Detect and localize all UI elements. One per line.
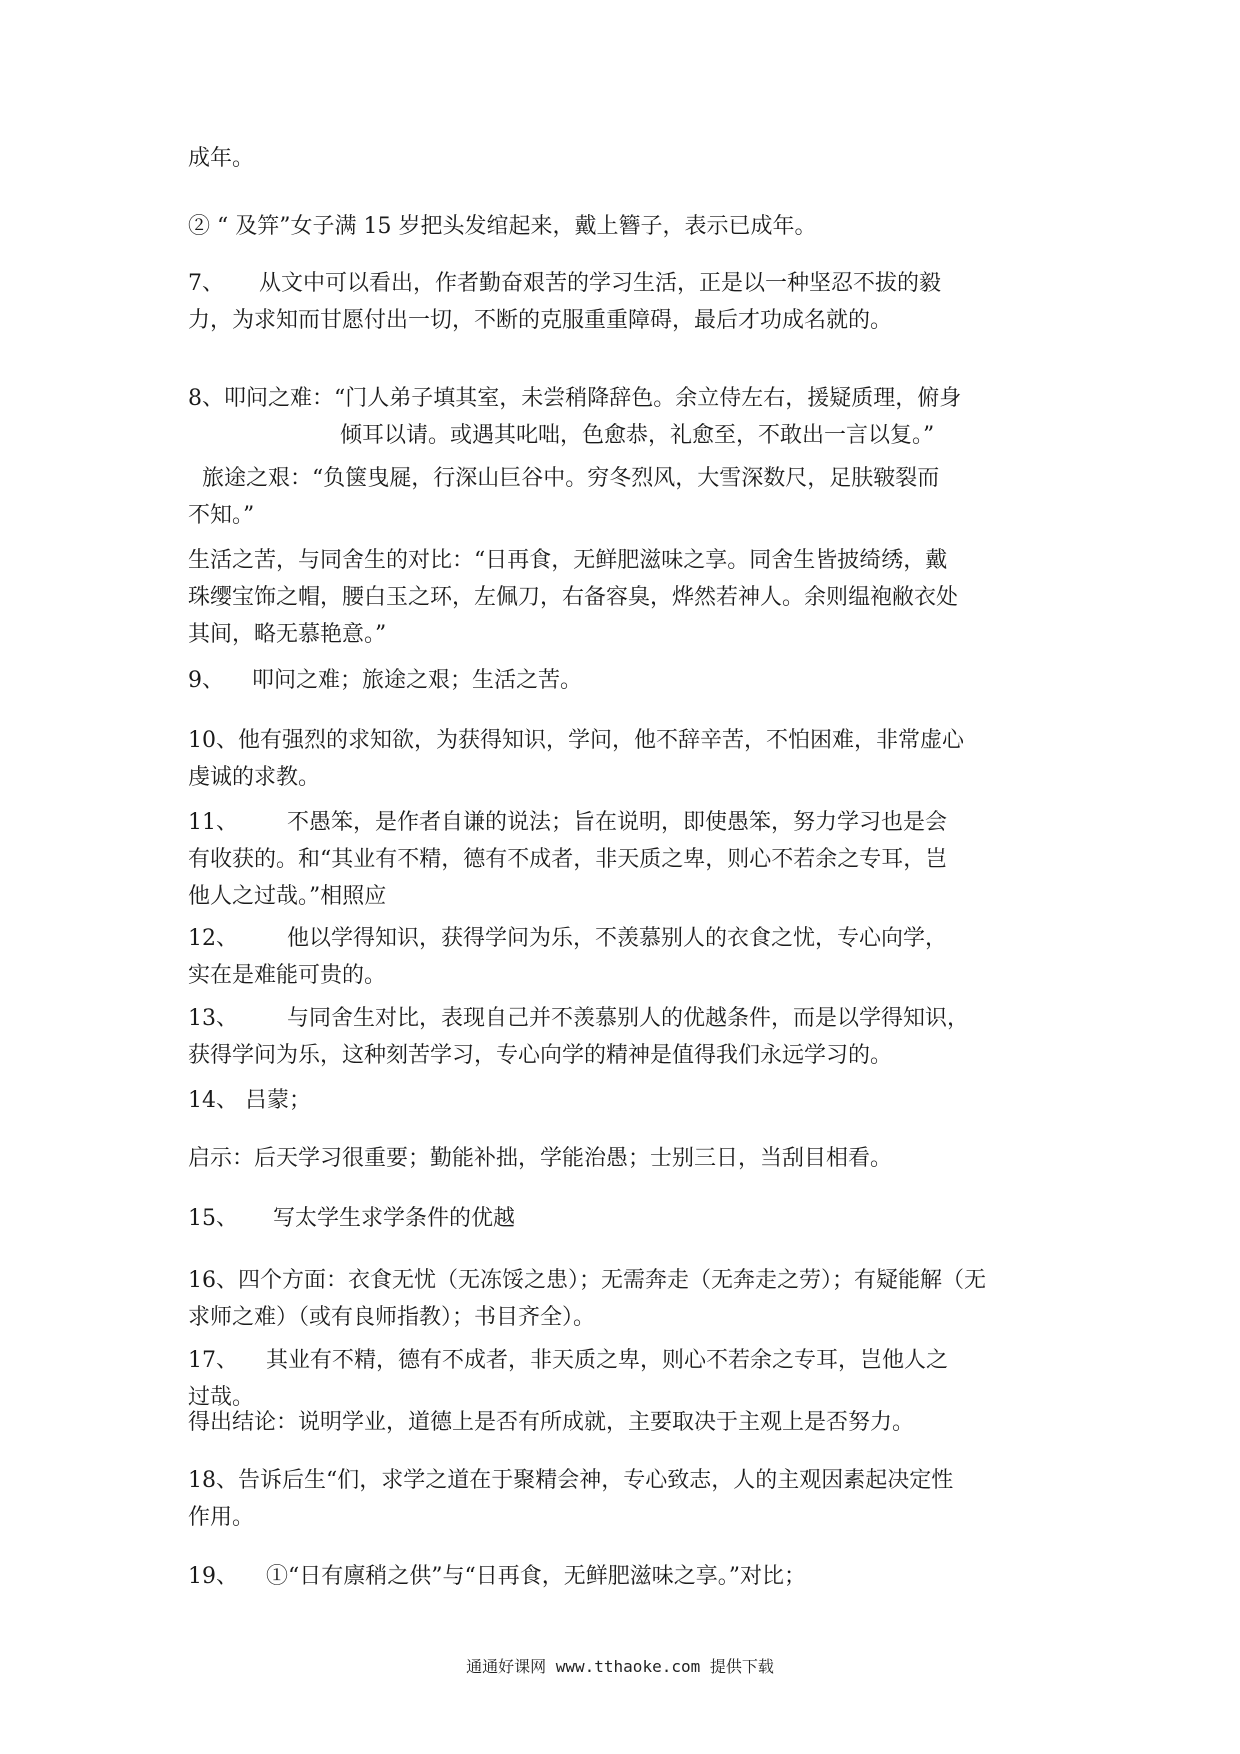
text-line: 实在是难能可贵的。 bbox=[188, 963, 387, 988]
text-line: 虔诚的求教。 bbox=[188, 765, 321, 790]
paragraph-p3 bbox=[188, 380, 1068, 454]
text-line: 获得学问为乐，这种刻苦学习，专心向学的精神是值得我们永远学习的。 bbox=[188, 1043, 893, 1068]
text-line: 13、 与同舍生对比，表现自己并不羡慕别人的优越条件，而是以学得知识， bbox=[188, 1006, 969, 1031]
paragraph-p2 bbox=[188, 265, 1068, 339]
text-line: 旅途之艰：“负箧曳屣，行深山巨谷中。穷冬烈风，大雪深数尺，足肤皲裂而 bbox=[188, 466, 940, 491]
text-line: 过哉。 bbox=[188, 1385, 255, 1410]
paragraph-p8 bbox=[188, 804, 1068, 915]
text-line: 15、 写太学生求学条件的优越 bbox=[188, 1206, 515, 1231]
paragraph-p6 bbox=[188, 662, 1068, 699]
text-line: 珠缨宝饰之帽，腰白玉之环，左佩刀，右备容臭，烨然若神人。余则缊袍敝衣处 bbox=[188, 585, 959, 610]
text-line: 12、 他以学得知识，获得学问为乐，不羡慕别人的衣食之忧，专心向学， bbox=[188, 926, 947, 951]
text-line: 17、 其业有不精，德有不成者，非天质之卑，则心不若余之专耳，岂他人之 bbox=[188, 1348, 948, 1373]
text-line: 作用。 bbox=[188, 1505, 255, 1530]
paragraph-p18 bbox=[188, 1558, 1068, 1595]
text-line: 8、叩问之难：“门人弟子填其室，未尝稍降辞色。余立侍左右，援疑质理，俯身 bbox=[188, 386, 962, 411]
text-line: 生活之苦，与同舍生的对比：“日再食，无鲜肥滋味之享。同舍生皆披绮绣，戴 bbox=[188, 548, 948, 573]
paragraph-p14 bbox=[188, 1262, 1068, 1336]
text-line: 力，为求知而甘愿付出一切，不断的克服重重障碍，最后才功成名就的。 bbox=[188, 308, 893, 333]
text-line: 9、 叩问之难；旅途之艰；生活之苦。 bbox=[188, 668, 582, 693]
text-line: 19、 ①“日有廪稍之供”与“日再食，无鲜肥滋味之享。”对比； bbox=[188, 1564, 806, 1589]
text-line: 18、告诉后生“们，求学之道在于聚精会神，专心致志，人的主观因素起决定性 bbox=[188, 1468, 954, 1493]
paragraph-p13 bbox=[188, 1200, 1068, 1237]
text-line: 求师之难）（或有良师指教）；书目齐全）。 bbox=[188, 1305, 596, 1330]
paragraph-p11 bbox=[188, 1082, 1068, 1119]
paragraph-p9 bbox=[188, 920, 1068, 994]
paragraph-p7 bbox=[188, 722, 1068, 796]
text-line: 10、他有强烈的求知欲，为获得知识，学问，他不辞辛苦，不怕困难，非常虚心 bbox=[188, 728, 964, 753]
text-line: ② “ 及笄”女子满 15 岁把头发绾起来，戴上簪子，表示已成年。 bbox=[188, 214, 817, 239]
paragraph-p16 bbox=[188, 1404, 1068, 1441]
text-line: 11、 不愚笨，是作者自谦的说法；旨在说明，即使愚笨，努力学习也是会 bbox=[188, 810, 947, 835]
paragraph-p17 bbox=[188, 1462, 1068, 1536]
page-footer: 通通好课网 www.tthaoke.com 提供下载 bbox=[466, 1657, 774, 1676]
text-line: 有收获的。和“其业有不精，德有不成者，非天质之卑，则心不若余之专耳，岂 bbox=[188, 847, 948, 872]
text-line: 他人之过哉。”相照应 bbox=[188, 884, 387, 909]
paragraph-p1 bbox=[188, 208, 1068, 245]
text-line: 16、四个方面：衣食无忧（无冻馁之患）；无需奔走（无奔走之劳）；有疑能解（无 bbox=[188, 1268, 986, 1293]
text-line: 7、 从文中可以看出，作者勤奋艰苦的学习生活，正是以一种坚忍不拔的毅 bbox=[188, 271, 941, 296]
paragraph-p0 bbox=[188, 140, 1068, 177]
paragraph-p5 bbox=[188, 542, 1068, 653]
text-line: 成年。 bbox=[188, 146, 255, 171]
text-line: 启示：后天学习很重要；勤能补拙，学能治愚；士别三日，当刮目相看。 bbox=[188, 1146, 893, 1171]
paragraph-p10 bbox=[188, 1000, 1068, 1074]
text-line: 不知。” bbox=[188, 503, 255, 528]
text-line: 14、 吕蒙； bbox=[188, 1088, 311, 1113]
text-line: 其间，略无慕艳意。” bbox=[188, 622, 387, 647]
paragraph-p4 bbox=[188, 460, 1068, 534]
text-line: 倾耳以请。或遇其叱咄，色愈恭，礼愈至，不敢出一言以复。” bbox=[340, 423, 935, 448]
text-line: 得出结论：说明学业，道德上是否有所成就，主要取决于主观上是否努力。 bbox=[188, 1410, 915, 1435]
paragraph-p12 bbox=[188, 1140, 1068, 1177]
